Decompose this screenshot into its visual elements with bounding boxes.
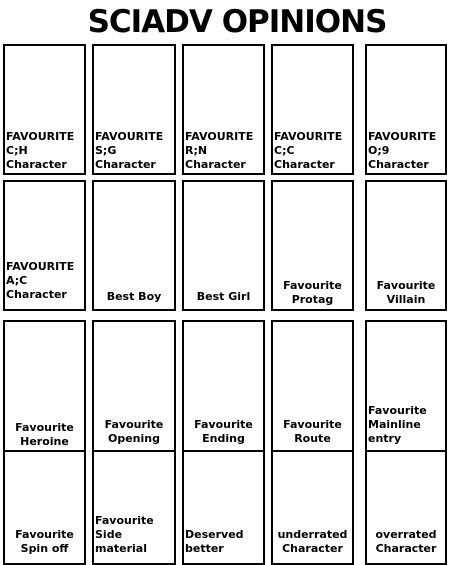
- grid-cell: [365, 180, 447, 311]
- grid-cell: [3, 44, 86, 175]
- cell-label: Favourite Route: [283, 418, 342, 445]
- cell-label: FAVOURITE O;9 Character: [368, 130, 437, 171]
- cell-label: Best Girl: [196, 290, 251, 303]
- cell-label: FAVOURITE S;G Character: [95, 130, 164, 171]
- cell-label: FAVOURITE C;H Character: [6, 130, 75, 171]
- grid-cell: [271, 320, 354, 453]
- cell-label: Deserved better: [185, 528, 244, 555]
- cell-label: Favourite Villain: [376, 279, 436, 306]
- grid-cell: [365, 450, 447, 565]
- cell-label: Favourite Side material: [95, 514, 154, 555]
- grid-cell: [92, 320, 176, 453]
- cell-label: FAVOURITE R;N Character: [185, 130, 254, 171]
- grid-cell: [182, 320, 265, 453]
- cell-label: underrated Character: [277, 528, 348, 555]
- grid-cell: [271, 450, 354, 565]
- cell-label: FAVOURITE A;C Character: [6, 260, 75, 301]
- grid-cell: [92, 44, 176, 175]
- page-title: SCIADV OPINIONS: [87, 4, 387, 40]
- cell-label: Favourite Mainline entry: [368, 404, 427, 445]
- cell-label: Favourite Spin off: [15, 528, 74, 555]
- cell-label: Favourite Ending: [194, 418, 253, 445]
- grid-cell: [271, 180, 354, 311]
- grid-cell: [3, 320, 86, 453]
- grid-cell: [182, 44, 265, 175]
- grid-cell: [182, 450, 265, 565]
- grid-cell: [182, 180, 265, 311]
- cell-label: Favourite Opening: [104, 418, 164, 445]
- cell-label: Favourite Heroine: [15, 421, 74, 448]
- cell-label: overrated Character: [375, 528, 437, 555]
- grid-cell: [3, 450, 86, 565]
- grid-cell: [365, 44, 447, 175]
- cell-label: FAVOURITE C;C Character: [274, 130, 343, 171]
- grid-cell: [92, 180, 176, 311]
- grid-cell: [92, 450, 176, 565]
- grid-cell: [3, 180, 86, 311]
- cell-label: Best Boy: [106, 290, 162, 303]
- grid-cell: [271, 44, 354, 175]
- grid-cell: [365, 320, 447, 453]
- cell-label: Favourite Protag: [283, 279, 342, 306]
